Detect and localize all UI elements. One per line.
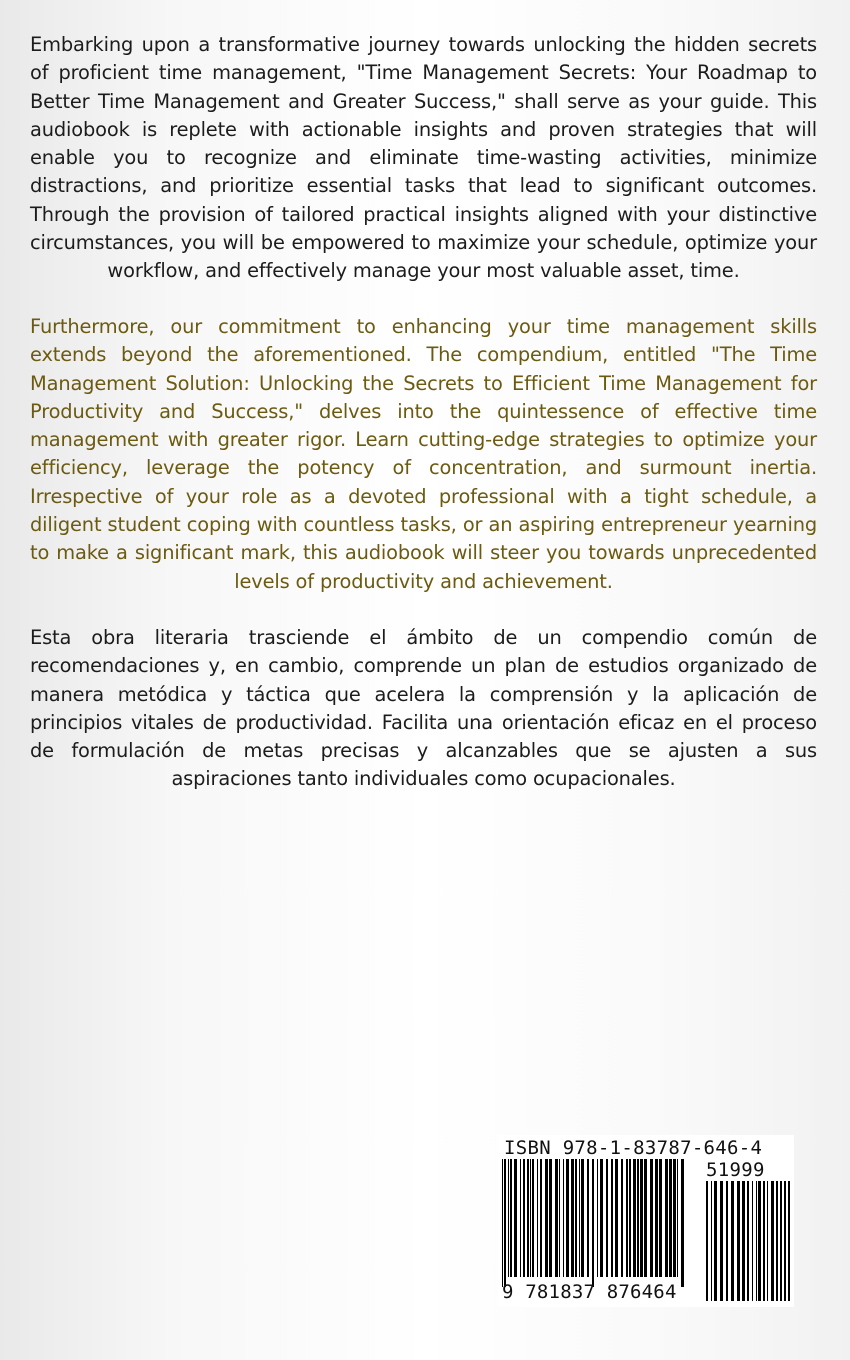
addon-bar [784, 1181, 786, 1301]
barcode-bar [677, 1159, 678, 1277]
barcode-bar [626, 1159, 628, 1277]
barcode-bar [563, 1159, 564, 1277]
barcode-bar [633, 1159, 636, 1277]
barcode-bar [611, 1159, 613, 1277]
addon-bar [763, 1181, 765, 1301]
addon-bar [752, 1181, 753, 1301]
description-paragraph-spanish: Esta obra literaria trasciende el ámbito de un compendio común de recomendaciones y, en cambio, comprende un plan de estudios organizado de manera metódica y táctica que acelera la comprensión y la aplicación de principios vitales de productividad. Facilita una orientación eficaz en el proceso de formulación de metas precisas y alcanzables que se ajusten a sus aspiraciones tanto individuales como ocupacionales. [30, 626, 817, 791]
barcode-bar [527, 1159, 529, 1277]
isbn-barcode [498, 1135, 794, 1307]
barcode-bar [575, 1159, 577, 1277]
addon-bar [758, 1181, 761, 1301]
barcode-bar [508, 1159, 509, 1277]
barcode-bar [673, 1159, 676, 1277]
isbn-label: ISBN 978-1-83787-646-4 [504, 1137, 763, 1159]
addon-bar [720, 1181, 723, 1301]
addon-bar [711, 1181, 712, 1301]
barcode-bar [621, 1159, 623, 1277]
addon-bar [742, 1181, 745, 1301]
barcode-bar [510, 1159, 512, 1277]
barcode-bar [659, 1159, 662, 1277]
barcode-bar [600, 1159, 603, 1277]
barcode-bar [640, 1159, 643, 1277]
barcode-bar [530, 1159, 531, 1277]
barcode-bar [597, 1159, 598, 1277]
barcode-bar [592, 1159, 594, 1287]
addon-bar [771, 1181, 774, 1301]
addon-bar [767, 1181, 768, 1301]
barcode-bar [559, 1159, 560, 1277]
barcode-bar [650, 1159, 653, 1277]
barcode-bar [655, 1159, 658, 1277]
barcode-bar [523, 1159, 525, 1277]
barcode-bar [579, 1159, 580, 1277]
addon-bar [747, 1181, 749, 1301]
addon-bar [776, 1181, 778, 1301]
addon-bar [726, 1181, 728, 1301]
barcode-bar [644, 1159, 647, 1277]
barcode-bar [571, 1159, 574, 1277]
barcode-bar [514, 1159, 517, 1277]
barcode-bar [537, 1159, 538, 1277]
addon-bar [731, 1181, 734, 1301]
addon-bar [737, 1181, 740, 1301]
barcode-bar [629, 1159, 631, 1277]
price-addon-label: 51999 [706, 1159, 765, 1181]
barcode-bar [502, 1159, 503, 1287]
barcode-bar [540, 1159, 542, 1277]
ean-digits: 9 781837 876464 [502, 1281, 677, 1303]
addon-bar [714, 1181, 717, 1301]
barcode-bar [545, 1159, 548, 1277]
barcode-bar [532, 1159, 534, 1277]
description-paragraph-2: Furthermore, our commitment to enhancing your time management skills extends beyond the aforementioned. The compendium, entitled "The Time Management Solution: Unlocking the Secrets to Efficient Time Management for Productivity and Success," delves into the quintessence of effective time management with greater rigor. Learn cutting-edge strategies to optimize your efficiency, leverage the potency of concentration, and surmount inertia. Irrespective of your role as a devoted professional with a tight schedule, a diligent student coping with countless tasks, or an aspiring entrepreneur yearning to make a significant mark, this audiobook will steer you towards unprecedented levels of productivity and achievement. [30, 315, 817, 593]
barcode-bar [681, 1159, 684, 1287]
ean-bars [502, 1159, 684, 1287]
barcode-bar [637, 1159, 639, 1277]
barcode-bar [566, 1159, 569, 1277]
addon-bar [780, 1181, 782, 1301]
addon-bars [706, 1181, 790, 1301]
barcode-bar [504, 1159, 506, 1287]
barcode-bar [587, 1159, 589, 1277]
barcode-bar [549, 1159, 552, 1277]
barcode-bar [581, 1159, 584, 1277]
addon-bar [788, 1181, 790, 1301]
barcode-bar [669, 1159, 672, 1277]
barcode-bar [555, 1159, 558, 1277]
addon-bar [706, 1181, 708, 1301]
addon-bar [756, 1181, 757, 1301]
description-paragraph-1: Embarking upon a transformative journey towards unlocking the hidden secrets of proficient time management, "Time Management Secrets: Your Roadmap to Better Time Management and Greater Success," shall serve as your guide. This audiobook is replete with actionable insights and proven strategies that will enable you to recognize and eliminate time-wasting activities, minimize distractions, and prioritize essential tasks that lead to significant outcomes. Through the provision of tailored practical insights aligned with your distinctive circumstances, you will be empowered to maximize your schedule, optimize your workflow, and effectively manage your most valuable asset, time. [30, 33, 817, 283]
barcode-bar [606, 1159, 608, 1277]
barcode-bar [665, 1159, 668, 1277]
barcode-bar [520, 1159, 521, 1277]
barcode-bar [615, 1159, 618, 1277]
